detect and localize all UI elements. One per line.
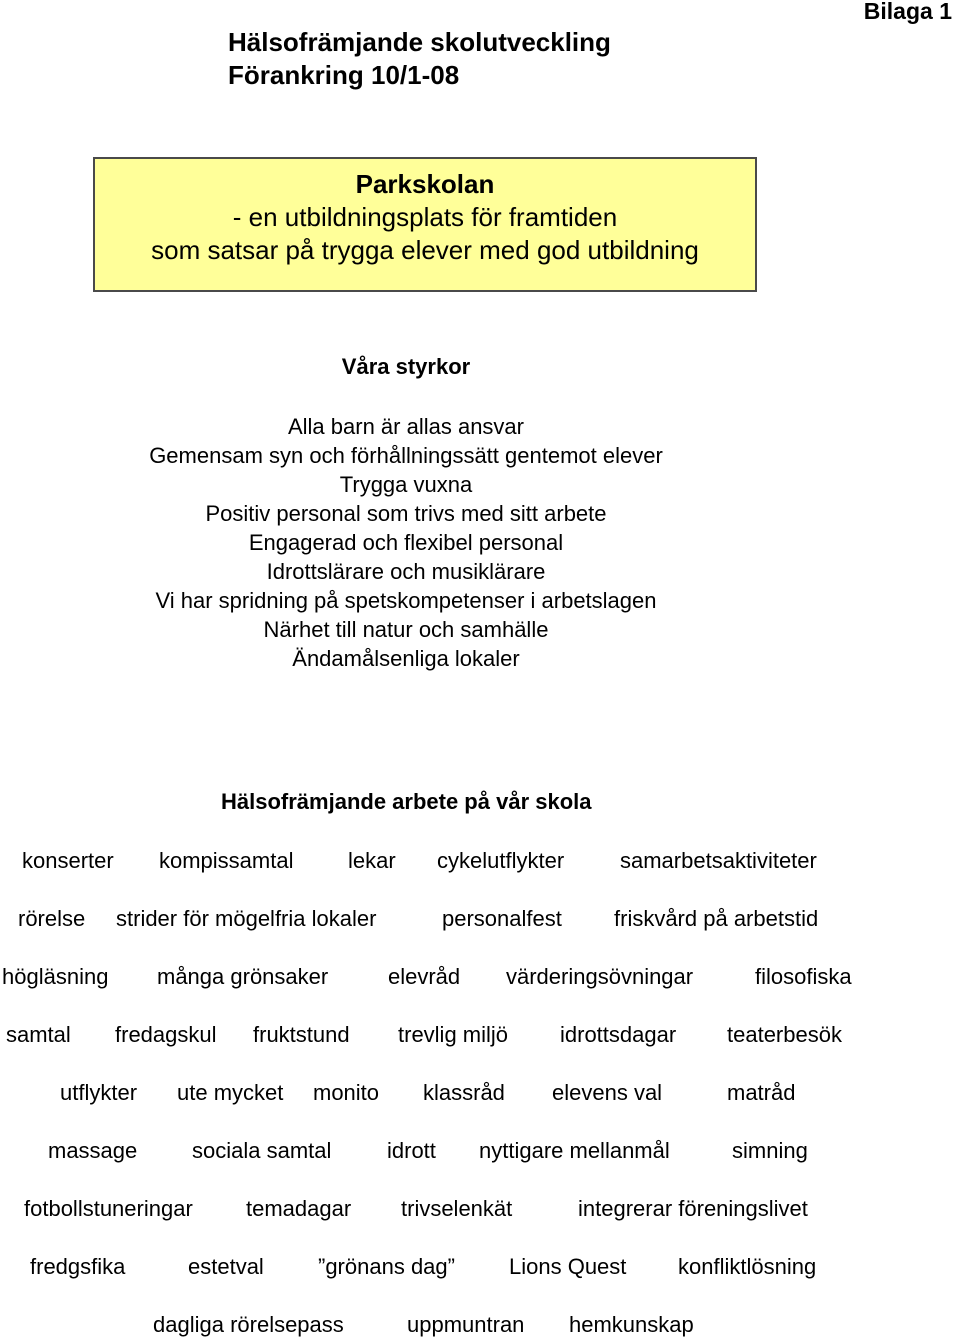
motto-line-2: som satsar på trygga elever med god utbildning bbox=[151, 235, 699, 265]
activity-item: lekar bbox=[348, 848, 396, 873]
activity-item: hemkunskap bbox=[569, 1312, 694, 1337]
activity-item: utflykter bbox=[60, 1080, 138, 1105]
activity-item: personalfest bbox=[442, 906, 562, 931]
strength-item: Engagerad och flexibel personal bbox=[248, 530, 564, 555]
strength-item: Ändamålsenliga lokaler bbox=[292, 646, 520, 671]
activity-item: många grönsaker bbox=[157, 964, 329, 989]
activity-item: cykelutflykter bbox=[437, 848, 565, 873]
activity-item: teaterbesök bbox=[727, 1022, 842, 1047]
health-work-heading: Hälsofrämjande arbete på vår skola bbox=[221, 789, 592, 814]
activity-item: ute mycket bbox=[177, 1080, 284, 1105]
activity-item: högläsning bbox=[2, 964, 109, 989]
activity-item: samarbetsaktiviteter bbox=[620, 848, 817, 873]
activity-item: Lions Quest bbox=[509, 1254, 627, 1279]
activity-item: idrottsdagar bbox=[560, 1022, 677, 1047]
activity-item: fredgsfika bbox=[30, 1254, 126, 1279]
activity-item: kompissamtal bbox=[159, 848, 294, 873]
activity-item: ”grönans dag” bbox=[318, 1254, 455, 1279]
activity-item: temadagar bbox=[246, 1196, 352, 1221]
activity-item: konserter bbox=[22, 848, 114, 873]
strengths-heading: Våra styrkor bbox=[341, 354, 471, 379]
activity-item: monito bbox=[313, 1080, 380, 1105]
school-name: Parkskolan bbox=[355, 169, 495, 199]
activity-item: uppmuntran bbox=[407, 1312, 525, 1337]
activity-item: samtal bbox=[6, 1022, 71, 1047]
activity-item: matråd bbox=[727, 1080, 796, 1105]
page-subtitle: Förankring 10/1-08 bbox=[228, 60, 460, 90]
activity-item: simning bbox=[732, 1138, 808, 1163]
strength-item: Positiv personal som trivs med sitt arbete bbox=[205, 501, 607, 526]
activity-item: fredagskul bbox=[115, 1022, 217, 1047]
activity-item: värderingsövningar bbox=[506, 964, 694, 989]
activity-item: sociala samtal bbox=[192, 1138, 332, 1163]
appendix-label: Bilaga 1 bbox=[863, 0, 952, 24]
strength-item: Närhet till natur och samhälle bbox=[263, 617, 549, 642]
activity-item: filosofiska bbox=[755, 964, 852, 989]
strength-item: Alla barn är allas ansvar bbox=[287, 414, 524, 439]
activity-item: dagliga rörelsepass bbox=[153, 1312, 344, 1337]
strength-item: Idrottslärare och musiklärare bbox=[266, 559, 546, 584]
motto-line-1: - en utbildningsplats för framtiden bbox=[232, 202, 618, 232]
school-motto-box bbox=[93, 157, 757, 292]
activity-item: rörelse bbox=[18, 906, 86, 931]
activity-item: integrerar föreningslivet bbox=[578, 1196, 808, 1221]
page-title: Hälsofrämjande skolutveckling bbox=[228, 27, 611, 57]
activity-item: idrott bbox=[387, 1138, 436, 1163]
activity-item: klassråd bbox=[423, 1080, 505, 1105]
activity-item: strider för mögelfria lokaler bbox=[116, 906, 377, 931]
activity-item: fotbollstuneringar bbox=[24, 1196, 193, 1221]
activity-item: nyttigare mellanmål bbox=[479, 1138, 670, 1163]
activity-item: estetval bbox=[188, 1254, 264, 1279]
strength-item: Vi har spridning på spetskompetenser i arbetslagen bbox=[155, 588, 657, 613]
activity-item: friskvård på arbetstid bbox=[614, 906, 819, 931]
activity-item: elevens val bbox=[552, 1080, 663, 1105]
strength-item: Gemensam syn och förhållningssätt gentemot elever bbox=[149, 443, 663, 468]
activity-item: fruktstund bbox=[253, 1022, 350, 1047]
activity-item: massage bbox=[48, 1138, 138, 1163]
activity-item: trivselenkät bbox=[401, 1196, 513, 1221]
activity-item: trevlig miljö bbox=[398, 1022, 509, 1047]
activity-item: elevråd bbox=[388, 964, 461, 989]
strengths-list bbox=[0, 412, 812, 673]
strength-item: Trygga vuxna bbox=[339, 472, 473, 497]
activity-item: konfliktlösning bbox=[678, 1254, 817, 1279]
